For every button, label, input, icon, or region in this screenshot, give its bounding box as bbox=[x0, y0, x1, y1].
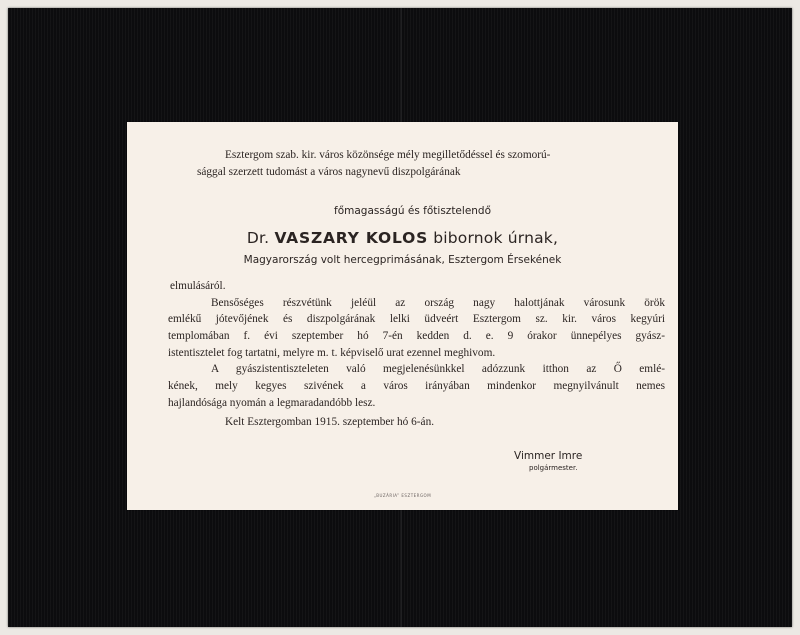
deceased-subtitle: Magyarország volt hercegprimásának, Esztergom Érsekének bbox=[243, 254, 562, 266]
paragraph-1-line-3: templomában f. évi szeptember hó 7-én kedden d. e. 9 órakor ünnepélyes gyász- bbox=[168, 330, 665, 342]
paragraph-1-line-1: Bensőséges részvétünk jeléül az ország nagy halottjának városunk örök bbox=[211, 297, 665, 309]
signer-name: Vimmer Imre bbox=[514, 450, 583, 462]
signer-title: polgármester. bbox=[529, 464, 578, 472]
title-prefix: Dr. bbox=[246, 229, 270, 247]
mourning-notice-card bbox=[127, 122, 678, 510]
paragraph-2-line-2: kének, mely kegyes szivének a város irányában mindenkor megnyilvánult nemes bbox=[168, 380, 665, 392]
honorific-line: főmagasságú és főtisztelendő bbox=[334, 205, 492, 217]
intro-line-1: Esztergom szab. kir. város közönsége mély megilletődéssel és szomorú- bbox=[225, 149, 551, 161]
paragraph-1-line-4: istentisztelet fog tartatni, melyre m. t. képviselő urat ezennel meghivom. bbox=[168, 347, 496, 359]
intro-line-2: sággal szerzett tudomást a város nagynevű diszpolgárának bbox=[197, 166, 461, 178]
dateline: Kelt Esztergomban 1915. szeptember hó 6-án. bbox=[225, 416, 435, 428]
title-suffix: bibornok úrnak, bbox=[433, 229, 559, 247]
paragraph-1-line-2: emlékű jótevőjének és diszpolgárának lelki üdveért Esztergom sz. kir. város kegyúri bbox=[168, 313, 665, 325]
passing-line: elmulásáról. bbox=[170, 280, 226, 292]
paragraph-2-line-3: hajlandósága nyomán a legmaradandóbb lesz. bbox=[168, 397, 376, 409]
printer-mark: „BUZÁRIA” ESZTERGOM bbox=[373, 493, 432, 498]
paragraph-2-line-1: A gyászistentiszteleten való megjelenésünkkel adózzunk itthon az Ő emlé- bbox=[211, 363, 665, 375]
deceased-name-heading bbox=[127, 229, 678, 247]
title-name: VASZARY KOLOS bbox=[274, 229, 429, 247]
